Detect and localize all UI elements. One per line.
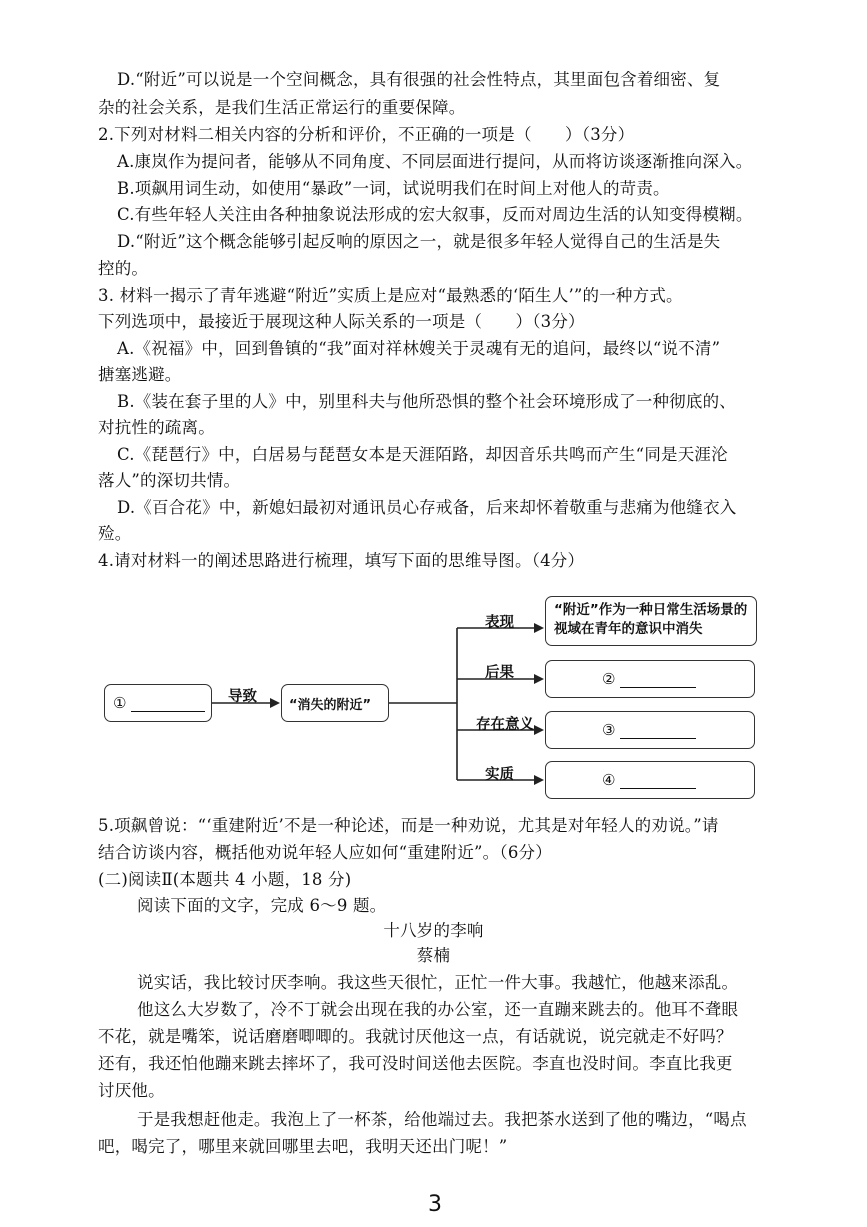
story-paragraph-3-line1: 于是我想赶他走。我泡上了一杯茶，给他端过去。我把茶水送到了他的嘴边，“喝点 xyxy=(137,1110,747,1129)
blank-2-box[interactable] xyxy=(545,660,755,698)
story-paragraph-1: 说实话，我比较讨厌李响。我这些天很忙，正忙一件大事。我越忙，他越来添乱。 xyxy=(137,973,739,992)
q2-stem: 2.下列对材料二相关内容的分析和评价，不正确的一项是（ ）（3分） xyxy=(98,125,635,144)
q2-option-d-line2: 控的。 xyxy=(98,259,149,278)
branch-label-essence: 实质 xyxy=(485,767,514,783)
story-paragraph-3-line2: 吧，喝完了，哪里来就回哪里去吧，我明天还出门呢！” xyxy=(98,1137,508,1156)
branch-label-manifestation: 表现 xyxy=(485,615,514,631)
section-2-instruction: 阅读下面的文字，完成 6～9 题。 xyxy=(137,896,387,915)
center-node-label: “消失的附近” xyxy=(289,698,372,713)
story-title: 十八岁的李响 xyxy=(383,921,484,940)
q3-stem-line2: 下列选项中，最接近于展现这种人际关系的一项是（ ）（3分） xyxy=(98,312,585,331)
q1-option-d-line2: 杂的社会关系，是我们生活正常运行的重要保障。 xyxy=(98,98,466,117)
story-paragraph-2-line2: 不花，就是嘴笨，说话磨磨唧唧的。我就讨厌他这一点，有话就说，说完就走不好吗？ xyxy=(98,1027,733,1046)
q3-option-a-line1: A.《祝福》中，回到鲁镇的“我”面对祥林嫂关于灵魂有无的追问，最终以“说不清” xyxy=(117,339,721,358)
q2-option-a: A.康岚作为提问者，能够从不同角度、不同层面进行提问，从而将访谈逐渐推向深入。 xyxy=(117,152,753,171)
branch-box-manifestation xyxy=(545,596,757,646)
q3-option-b-line1: B.《装在套子里的人》中，别里科夫与他所恐惧的整个社会环境形成了一种彻底的、 xyxy=(117,392,736,411)
blank-4-number: ④ xyxy=(602,771,616,789)
q3-option-d-line2: 殓。 xyxy=(98,524,132,543)
q2-option-d-line1: D.“附近”这个概念能够引起反响的原因之一，就是很多年轻人觉得自己的生活是失 xyxy=(117,232,721,251)
center-node xyxy=(281,684,389,722)
arrow-label-causes: 导致 xyxy=(228,689,257,705)
q4-stem: 4.请对材料一的阐述思路进行梳理，填写下面的思维导图。（4分） xyxy=(98,551,585,570)
q3-option-c-line2: 落人”的深切共情。 xyxy=(98,471,241,490)
blank-3-box[interactable] xyxy=(545,711,755,749)
blank-1-line xyxy=(131,711,205,712)
q5-stem-line1: 5.项飙曾说：“‘重建附近’不是一种论述，而是一种劝说，尤其是对年轻人的劝说。”请 xyxy=(98,816,719,835)
story-paragraph-2-line4: 讨厌他。 xyxy=(98,1081,165,1100)
q2-option-c: C.有些年轻人关注由各种抽象说法形成的宏大叙事，反而对周边生活的认知变得模糊。 xyxy=(117,205,753,224)
q3-option-b-line2: 对抗性的疏离。 xyxy=(98,418,215,437)
story-paragraph-2-line3: 还有，我还怕他蹦来跳去摔坏了，我可没时间送他去医院。李直也没时间。李直比我更 xyxy=(98,1054,733,1073)
blank-2-number: ② xyxy=(602,670,616,688)
q3-option-c-line1: C.《琵琶行》中，白居易与琵琶女本是天涯陌路，却因音乐共鸣而产生“同是天涯沦 xyxy=(117,445,728,464)
blank-4-line xyxy=(620,788,696,789)
blank-4-box[interactable] xyxy=(545,761,755,799)
q3-option-d-line1: D.《百合花》中，新媳妇最初对通讯员心存戒备，后来却怀着敬重与悲痛为他缝衣入 xyxy=(117,498,737,517)
q3-stem-line1: 3. 材料一揭示了青年逃避“附近”实质上是应对“最熟悉的‘陌生人’”的一种方式。 xyxy=(98,286,683,305)
blank-2-line xyxy=(620,687,696,688)
q3-option-a-line2: 搪塞逃避。 xyxy=(98,365,182,384)
blank-1-box[interactable] xyxy=(104,684,212,722)
story-author: 蔡楠 xyxy=(416,946,451,965)
blank-1-number: ① xyxy=(113,694,127,712)
q1-option-d-line1: D.“附近”可以说是一个空间概念，具有很强的社会性特点，其里面包含着细密、复 xyxy=(117,70,721,89)
q5-stem-line2: 结合访谈内容，概括他劝说年轻人应如何“重建附近”。（6分） xyxy=(98,843,552,862)
page-number: 3 xyxy=(428,1192,442,1217)
blank-3-line xyxy=(620,738,696,739)
branch-box-manifestation-text: “附近”作为一种日常生活场景的视域在青年的意识中消失 xyxy=(554,602,748,637)
blank-3-number: ③ xyxy=(602,721,616,739)
branch-label-consequence: 后果 xyxy=(485,665,514,681)
section-2-heading: (二)阅读Ⅱ(本题共 4 小题，18 分) xyxy=(98,870,352,889)
q2-option-b: B.项飙用词生动，如使用“暴政”一词，试说明我们在时间上对他人的苛责。 xyxy=(117,179,670,198)
story-paragraph-2-line1: 他这么大岁数了，冷不丁就会出现在我的办公室，还一直蹦来跳去的。他耳不聋眼 xyxy=(137,1000,739,1019)
branch-label-significance: 存在意义 xyxy=(476,717,534,733)
